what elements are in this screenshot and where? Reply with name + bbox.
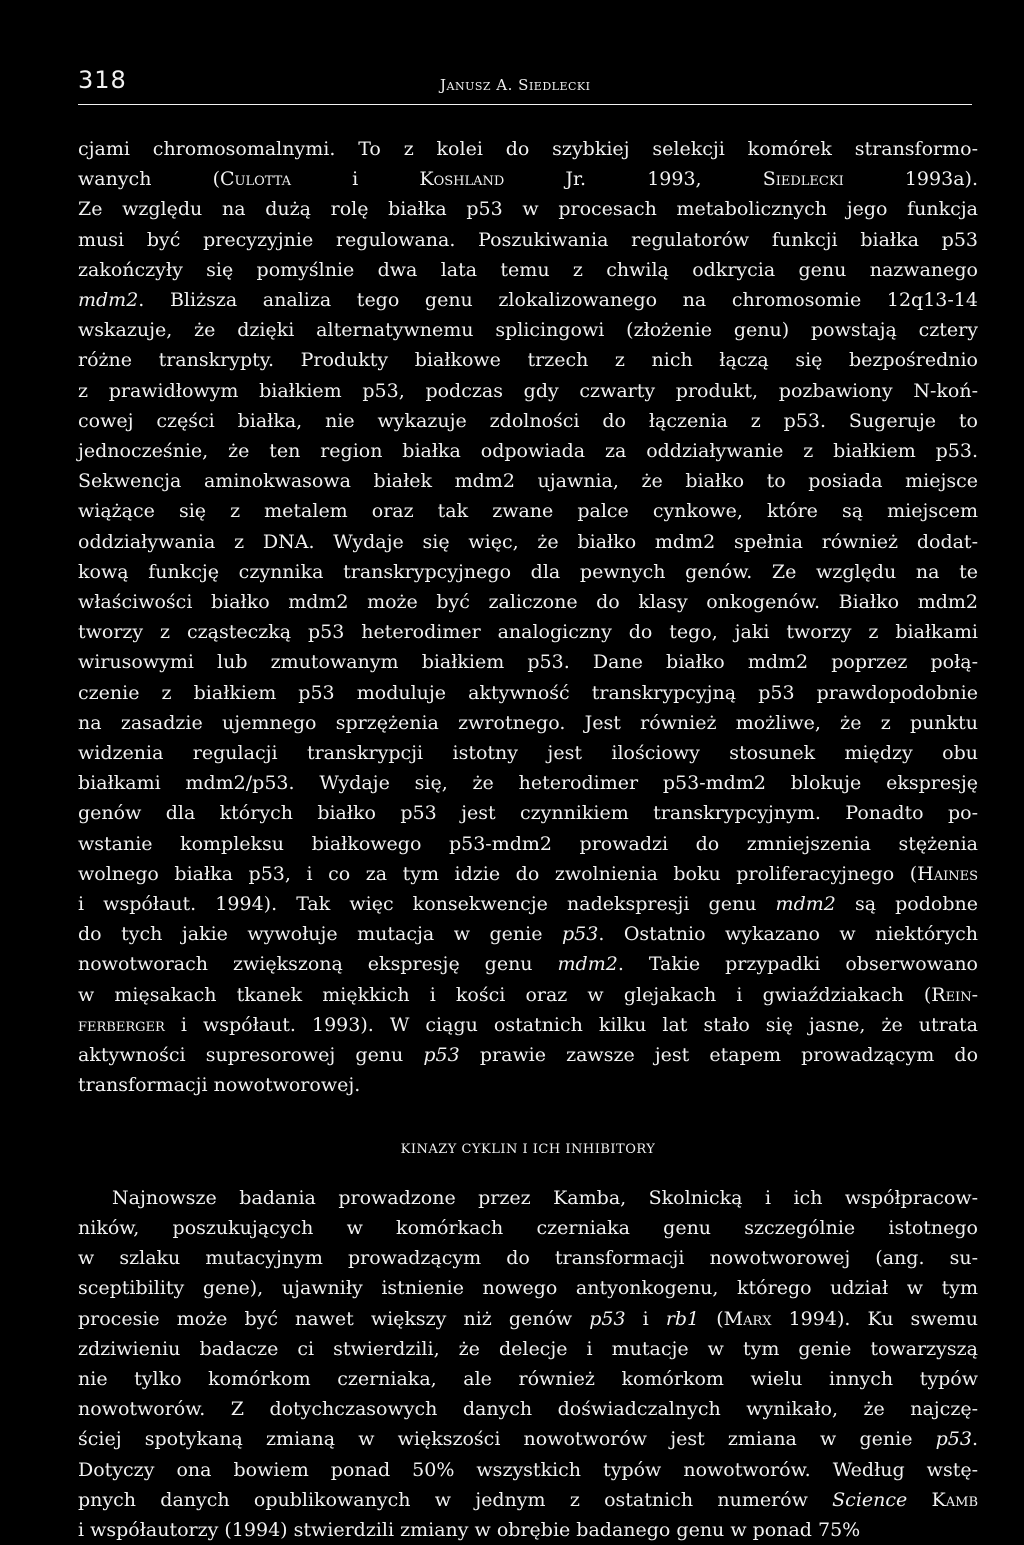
text-line xyxy=(78,919,978,949)
text-line xyxy=(78,194,978,224)
text-run: Ze względu na dużą rolę białka p53 w procesach metabolicznych jego funkcja xyxy=(78,198,978,221)
text-run: Science xyxy=(832,1488,908,1511)
text-line xyxy=(78,345,978,375)
text-line xyxy=(78,285,978,315)
text-run: białkami mdm2/p53. Wydaje się, że heterodimer p53-mdm2 blokuje ekspresję xyxy=(78,772,978,795)
text-run: nie tylko komórkom czerniaka, ale również komórkom wielu innych typów xyxy=(78,1367,978,1390)
text-run: do tych jakie wywołuje mutacja w genie xyxy=(78,923,562,946)
text-run: czenie z białkiem p53 moduluje aktywność transkrypcyjną p53 prawdopodobnie xyxy=(78,681,978,704)
text-line xyxy=(78,1010,978,1040)
text-run: . Ostatnio wykazano w niektórych xyxy=(598,923,978,946)
text-run: na zasadzie ujemnego sprzężenia zwrotnego. Jest również możliwe, że z punktu xyxy=(78,711,978,734)
text-run: są podobne xyxy=(835,893,978,916)
text-run: Siedlecki xyxy=(762,168,844,191)
text-line xyxy=(78,768,978,798)
text-line xyxy=(78,587,978,617)
text-run: wiążące się z metalem oraz tak zwane palce cynkowe, które są miejscem xyxy=(78,500,978,523)
text-run: sceptibility gene), ujawniły istnienie nowego antyonkogenu, którego udział w tym xyxy=(78,1277,978,1300)
text-line xyxy=(78,527,978,557)
text-line xyxy=(78,436,978,466)
text-run xyxy=(907,1489,931,1511)
text-line xyxy=(78,678,978,708)
text-run: aktywności supresorowej genu xyxy=(78,1044,424,1067)
text-line xyxy=(78,949,978,979)
text-run: zakończyły się pomyślnie dwa lata temu z chwilą odkrycia genu nazwanego xyxy=(78,258,978,281)
header-rule xyxy=(78,104,972,105)
text-line xyxy=(78,164,978,194)
text-run: procesie może być nawet większy niż genów xyxy=(78,1307,590,1330)
text-run: i xyxy=(625,1307,666,1330)
text-run: i xyxy=(291,168,420,191)
text-line xyxy=(78,647,978,677)
text-line xyxy=(78,1070,978,1100)
text-line xyxy=(78,1243,978,1273)
text-line xyxy=(78,798,978,828)
text-run: w szlaku mutacyjnym prowadzącym do transformacji nowotworowej (ang. su- xyxy=(78,1247,978,1270)
text-line xyxy=(78,1485,978,1515)
text-run: p53 xyxy=(423,1044,460,1067)
text-run: i współaut. 1993). W ciągu ostatnich kilku lat stało się jasne, że utrata xyxy=(164,1013,978,1036)
page-number: 318 xyxy=(78,66,127,94)
text-run: i współautorzy (1994) stwierdzili zmiany w obrębie badanego genu w ponad 75% xyxy=(78,1518,861,1541)
text-run: Koshland xyxy=(419,168,505,191)
text-run: Kamb xyxy=(931,1488,978,1511)
text-line xyxy=(78,255,978,285)
text-line xyxy=(78,1273,978,1303)
text-line xyxy=(78,617,978,647)
text-line xyxy=(78,315,978,345)
text-line xyxy=(78,1515,978,1545)
text-run: . Takie przypadki obserwowano xyxy=(617,953,978,976)
text-run: ( xyxy=(699,1307,724,1330)
text-line xyxy=(78,889,978,919)
text-line xyxy=(78,1040,978,1070)
text-run: wskazuje, że dzięki alternatywnemu splicingowi (złożenie genu) powstają cztery xyxy=(78,319,978,342)
running-head: Janusz A. Siedlecki xyxy=(440,76,591,94)
text-line xyxy=(78,1213,978,1243)
text-run: cowej części białka, nie wykazuje zdolności do łączenia z p53. Sugeruje to xyxy=(78,409,978,432)
text-run: Jr. 1993, xyxy=(504,168,763,191)
text-run: oddziaływania z DNA. Wydaje się więc, że białko mdm2 spełnia również dodat- xyxy=(78,530,978,553)
text-run: Dotyczy ona bowiem ponad 50% wszystkich typów nowotworów. Według wstę- xyxy=(78,1458,978,1481)
text-line xyxy=(78,557,978,587)
text-run: genów dla których białko p53 jest czynnikiem transkrypcyjnym. Ponadto po- xyxy=(78,802,978,825)
text-line xyxy=(78,496,978,526)
text-run: . Bliższa analiza tego genu zlokalizowanego na chromosomie 12q13-14 xyxy=(138,289,978,312)
text-run: transformacji nowotworowej. xyxy=(78,1074,361,1097)
text-run: wolnego białka p53, i co za tym idzie do zwolnienia boku proliferacyjnego ( xyxy=(78,862,918,885)
text-run: . xyxy=(971,1428,978,1451)
text-run: wstanie kompleksu białkowego p53-mdm2 prowadzi do zmniejszenia stężenia xyxy=(78,832,978,855)
text-run: jednocześnie, że ten region białka odpowiada za oddziaływanie z białkiem p53. xyxy=(78,440,978,463)
text-run: Rein- xyxy=(931,983,978,1006)
text-line xyxy=(78,466,978,496)
text-run: musi być precyzyjnie regulowana. Poszukiwania regulatorów funkcji białka p53 xyxy=(78,228,978,251)
text-line xyxy=(78,134,978,164)
text-run: i współaut. 1994). Tak więc konsekwencje nadekspresji genu xyxy=(78,893,776,916)
text-run: p53 xyxy=(561,923,599,946)
text-line xyxy=(78,225,978,255)
paragraph-1 xyxy=(78,134,978,1101)
section-heading: KINAZY CYKLIN I ICH INHIBITORY xyxy=(400,1141,656,1157)
page-header xyxy=(78,62,972,106)
text-run: właściwości białko mdm2 może być zaliczone do klasy onkogenów. Białko mdm2 xyxy=(78,591,978,614)
text-line xyxy=(78,1334,978,1364)
text-line xyxy=(78,1304,978,1334)
paragraph-2 xyxy=(78,1183,978,1545)
text-run: zdziwieniu badacze ci stwierdzili, że delecje i mutacje w tym genie towarzyszą xyxy=(78,1337,978,1360)
text-run: p53 xyxy=(589,1307,626,1330)
text-run: 1994). Ku swemu xyxy=(771,1307,979,1330)
text-run: Najnowsze badania prowadzone przez Kamba, Skolnicką i ich współpracow- xyxy=(112,1186,978,1209)
text-line xyxy=(78,406,978,436)
text-run: mdm2 xyxy=(557,953,618,976)
text-run: cjami chromosomalnymi. To z kolei do szybkiej selekcji komórek stransformo- xyxy=(78,138,978,160)
text-run: wirusowymi lub zmutowanym białkiem p53. Dane białko mdm2 poprzez połą- xyxy=(78,651,978,674)
text-line xyxy=(78,1455,978,1485)
text-run: mdm2 xyxy=(78,289,139,312)
text-run: Culotta xyxy=(219,168,292,191)
text-run: prawie zawsze jest etapem prowadzącym do xyxy=(459,1044,979,1067)
text-run: rb1 xyxy=(665,1307,700,1330)
text-run: nowotworów. Z dotychczasowych danych doświadczalnych wynikało, że najczę- xyxy=(78,1398,978,1421)
text-line xyxy=(78,1424,978,1454)
text-run: tworzy z cząsteczką p53 heterodimer analogiczny do tego, jaki tworzy z białkami xyxy=(78,621,978,644)
text-line xyxy=(78,376,978,406)
text-line xyxy=(78,1364,978,1394)
text-run: ników, poszukujących w komórkach czerniaka genu szczególnie istotnego xyxy=(78,1216,978,1239)
text-run: pnych danych opublikowanych w jednym z ostatnich numerów xyxy=(78,1488,833,1511)
text-run: w mięsakach tkanek miękkich i kości oraz w glejakach i gwiaździakach ( xyxy=(78,983,932,1006)
body-text xyxy=(78,134,978,1545)
text-run: Haines xyxy=(917,862,978,885)
text-run: Marx xyxy=(723,1307,772,1330)
text-run: różne transkrypty. Produkty białkowe trzech z nich łączą się bezpośrednio xyxy=(78,349,978,372)
text-run: ściej spotykaną zmianą w większości nowotworów jest zmiana w genie xyxy=(78,1428,936,1451)
text-run: kową funkcję czynnika transkrypcyjnego dla pewnych genów. Ze względu na te xyxy=(78,560,978,583)
text-line xyxy=(78,829,978,859)
text-run: mdm2 xyxy=(775,893,836,916)
text-run: ferberger xyxy=(78,1013,165,1036)
text-line xyxy=(78,859,978,889)
text-line xyxy=(78,738,978,768)
text-line xyxy=(78,980,978,1010)
text-run: Sekwencja aminokwasowa białek mdm2 ujawnia, że białko to posiada miejsce xyxy=(78,470,978,493)
text-run: z prawidłowym białkiem p53, podczas gdy czwarty produkt, pozbawiony N-koń- xyxy=(78,379,978,402)
text-run: wanych ( xyxy=(78,168,220,191)
text-line xyxy=(78,708,978,738)
text-run: 1993a). xyxy=(843,168,978,191)
text-run: p53 xyxy=(935,1428,972,1451)
text-line xyxy=(78,1183,978,1213)
text-line xyxy=(78,1394,978,1424)
text-run: widzenia regulacji transkrypcji istotny jest ilościowy stosunek między obu xyxy=(78,742,978,765)
text-run: nowotworach zwiększoną ekspresję genu xyxy=(78,953,558,976)
